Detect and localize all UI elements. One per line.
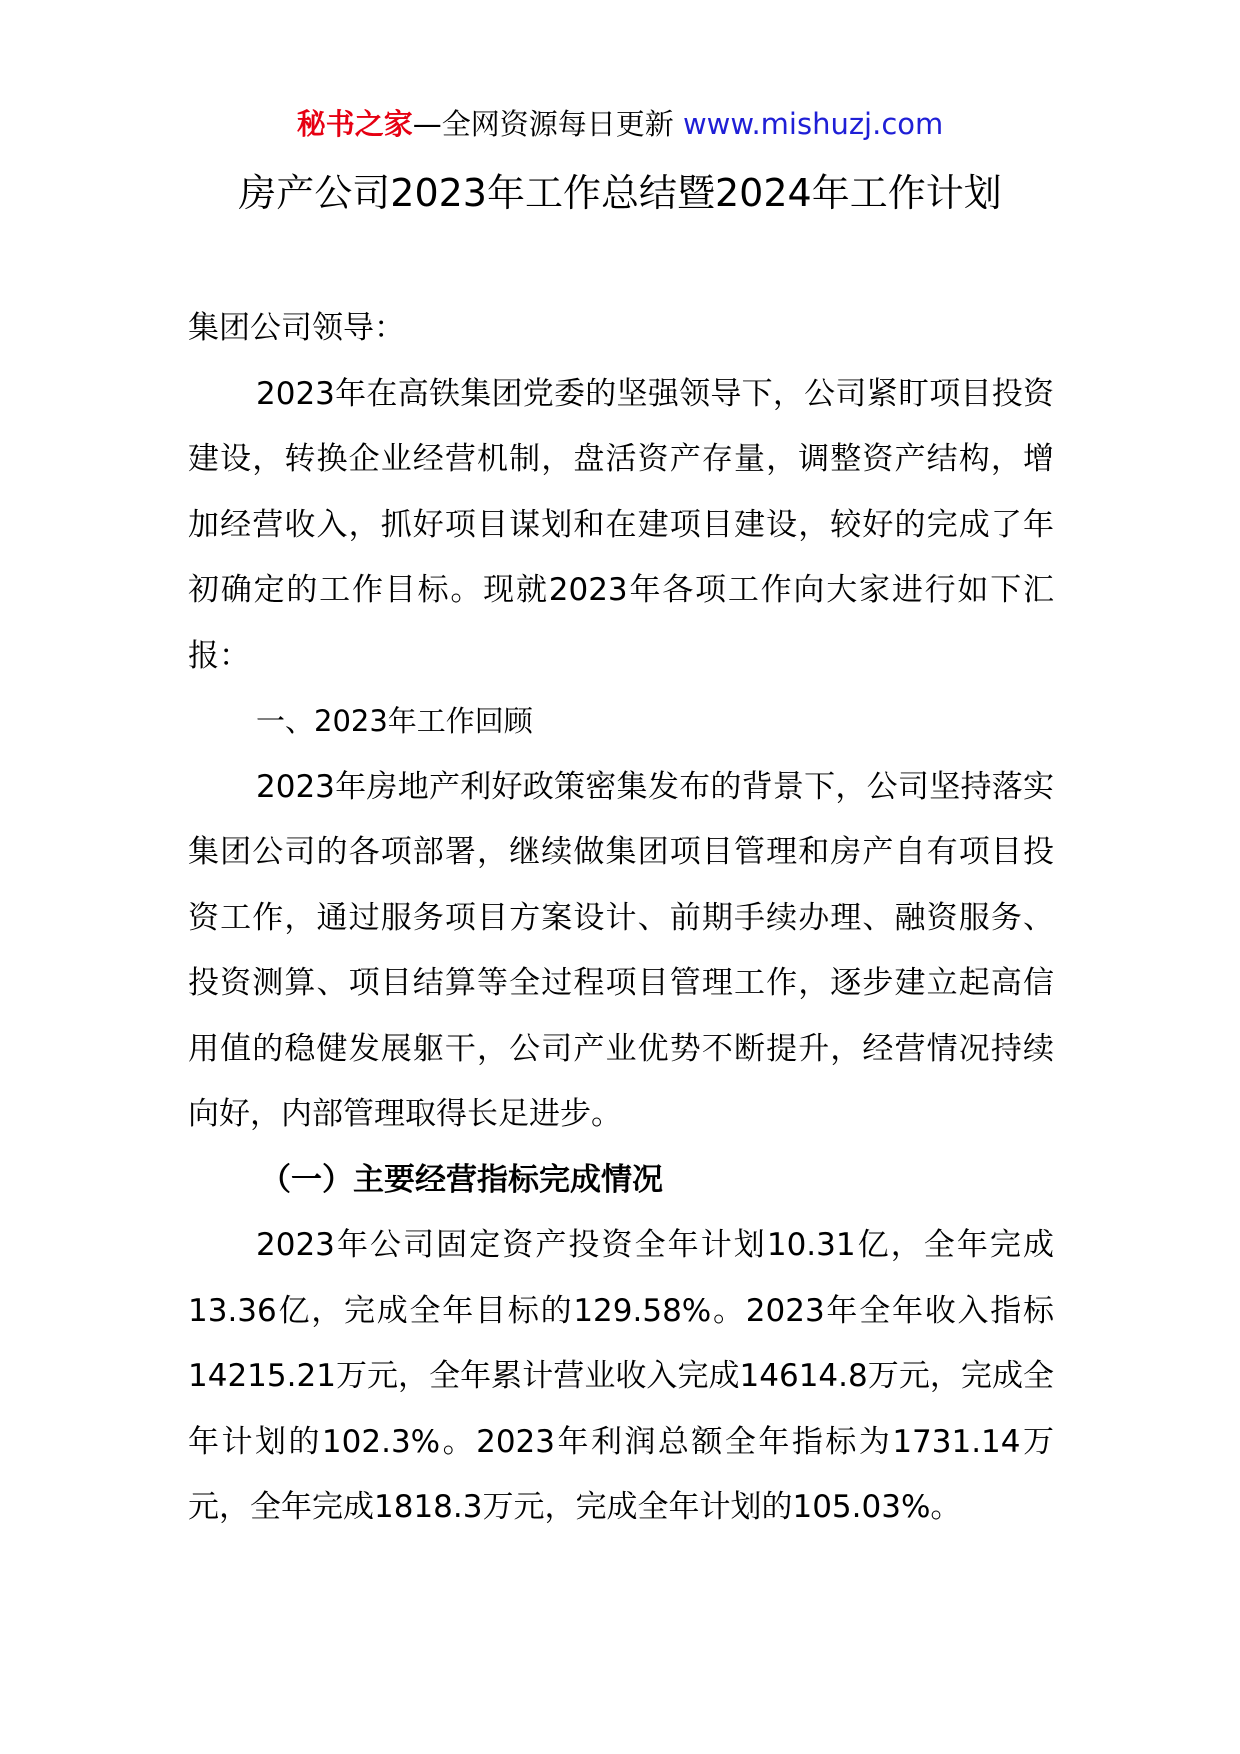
section-heading-review: 一、2023年工作回顾 <box>256 704 533 738</box>
site-header <box>0 104 1240 144</box>
intro-paragraph: 2023年在高铁集团党委的坚强领导下，公司紧盯项目投资建设，转换企业经营机制，盘活资产存量，调整资产结构，增加经营收入，抓好项目谋划和在建项目建设，较好的完成了年初确定的工作目标。现就2023年各项工作向大家进行如下汇报： <box>188 375 1054 674</box>
subsection-heading-indicators: （一）主要经营指标完成情况 <box>260 1161 663 1198</box>
site-url-link[interactable]: www.mishuzj.com <box>682 107 944 141</box>
indicators-paragraph: 2023年公司固定资产投资全年计划10.31亿，全年完成13.36亿，完成全年目标的129.58%。2023年全年收入指标14215.21万元，全年累计营业收入完成14614.8万元，完成全年计划的102.3%。2023年利润总额全年指标为1731.14万元，全年完成1818.3万元，完成全年计划的105.03%。 <box>188 1227 1054 1525</box>
review-paragraph: 2023年房地产利好政策密集发布的背景下，公司坚持落实集团公司的各项部署，继续做集团项目管理和房产自有项目投资工作，通过服务项目方案设计、前期手续办理、融资服务、投资测算、项目结算等全过程项目管理工作，逐步建立起高信用值的稳健发展躯干，公司产业优势不断提升，经营情况持续向好，内部管理取得长足进步。 <box>188 768 1054 1132</box>
document-body <box>188 296 1054 1541</box>
site-slogan: —全网资源每日更新 <box>412 107 674 141</box>
site-brand: 秘书之家 <box>296 107 413 141</box>
salutation: 集团公司领导： <box>188 310 405 346</box>
document-title: 房产公司2023年工作总结暨2024年工作计划 <box>238 171 1002 215</box>
